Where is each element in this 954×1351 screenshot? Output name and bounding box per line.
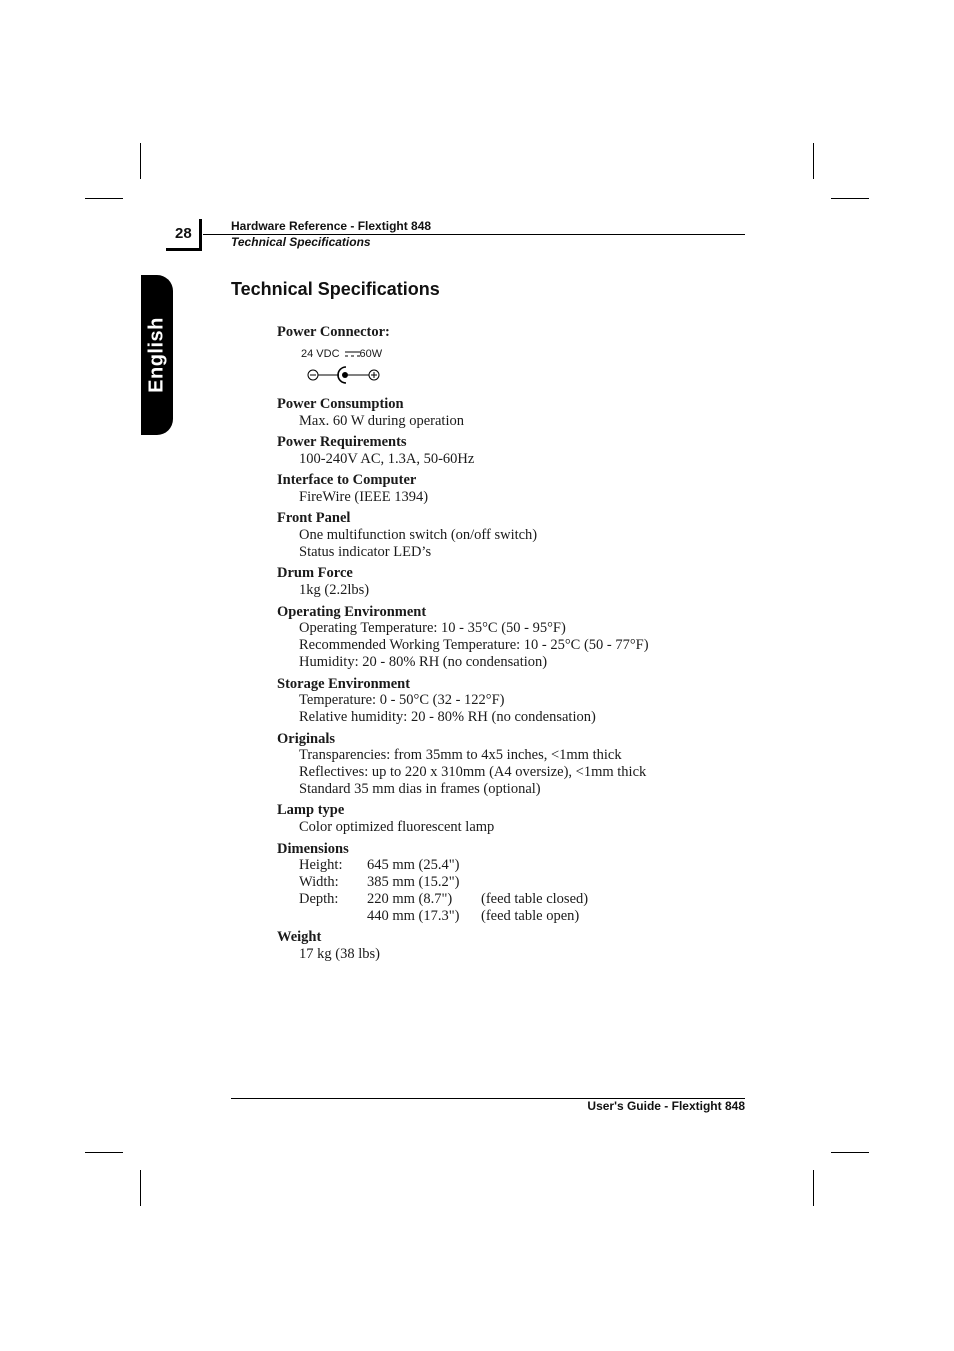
spec-heading-storage-environment: Storage Environment [277,676,411,692]
crop-mark [85,198,123,199]
spec-value: Status indicator LED’s [299,544,432,560]
language-thumb-tab [141,275,173,435]
section-title: Technical Specifications [231,279,440,299]
spec-heading-front-panel: Front Panel [277,510,351,526]
spec-value: Recommended Working Temperature: 10 - 25°C (50 - 77°F) [299,637,649,653]
dimension-value-height: 645 mm (25.4") [367,857,460,873]
dc-current-icon [345,350,361,358]
spec-value: FireWire (IEEE 1394) [299,489,429,505]
dimension-value-depth-open: 440 mm (17.3") [367,908,460,924]
spec-value: Transparencies: from 35mm to 4x5 inches, <1mm thick [299,747,622,763]
spec-value: Humidity: 20 - 80% RH (no condensation) [299,654,548,670]
page-number: 28 [166,219,202,251]
spec-heading-power-consumption: Power Consumption [277,396,404,412]
dimension-label-depth: Depth: [299,891,339,907]
spec-value: 100-240V AC, 1.3A, 50-60Hz [299,451,475,467]
dimension-value-width: 385 mm (15.2") [367,874,460,890]
crop-mark [813,1170,814,1206]
power-connector-rating [301,348,382,360]
spec-value: Standard 35 mm dias in frames (optional) [299,781,541,797]
spec-heading-dimensions: Dimensions [277,841,349,857]
language-tab-label: English [145,317,168,393]
spec-value: Reflectives: up to 220 x 310mm (A4 oversize), <1mm thick [299,764,647,780]
power-connector-voltage: 24 VDC [301,348,340,360]
dc-barrel-connector-polarity-icon [306,363,384,387]
spec-value: 17 kg (38 lbs) [299,946,380,962]
dimension-value-depth-closed: 220 mm (8.7") [367,891,453,907]
spec-value: 1kg (2.2lbs) [299,582,370,598]
power-connector-wattage: 60W [359,348,383,360]
spec-value: One multifunction switch (on/off switch) [299,527,538,543]
dimension-label-height: Height: [299,857,343,873]
spec-value: Operating Temperature: 10 - 35°C (50 - 95°F) [299,620,566,636]
spec-value: Max. 60 W during operation [299,413,464,429]
crop-mark [831,1152,869,1153]
dimension-note-depth-closed: (feed table closed) [481,891,589,907]
dimension-note-depth-open: (feed table open) [481,908,580,924]
spec-heading-operating-environment: Operating Environment [277,604,427,620]
running-header-title: Hardware Reference - Flextight 848 [231,219,432,233]
spec-value: Color optimized fluorescent lamp [299,819,495,835]
spec-heading-interface: Interface to Computer [277,472,417,488]
crop-mark [813,143,814,179]
spec-heading-originals: Originals [277,731,336,747]
crop-mark [85,1152,123,1153]
dimension-label-width: Width: [299,874,339,890]
spec-value: Temperature: 0 - 50°C (32 - 122°F) [299,692,505,708]
spec-heading-drum-force: Drum Force [277,565,353,581]
crop-mark [140,1170,141,1206]
power-connector-heading: Power Connector: [277,324,390,340]
crop-mark [140,143,141,179]
running-footer: User's Guide - Flextight 848 [587,1099,745,1113]
spec-heading-weight: Weight [277,929,322,945]
crop-mark [831,198,869,199]
spec-heading-power-requirements: Power Requirements [277,434,407,450]
spec-heading-lamp-type: Lamp type [277,802,345,818]
running-header-subtitle: Technical Specifications [231,235,371,249]
spec-value: Relative humidity: 20 - 80% RH (no condensation) [299,709,596,725]
